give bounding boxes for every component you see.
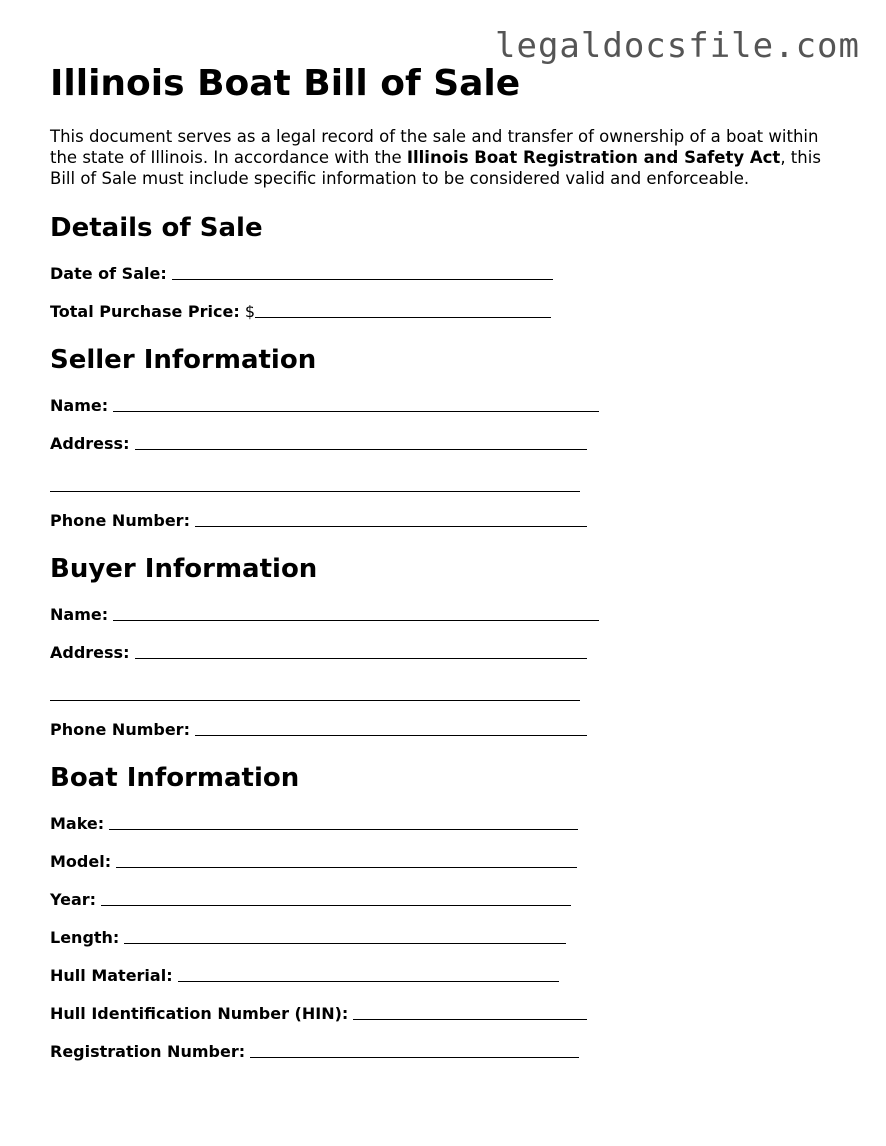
model-field [50,848,850,871]
seller-phone-label: Phone Number: [50,511,190,530]
hull-material-field [50,962,850,985]
boat-heading: Boat Information [50,763,300,793]
model-input[interactable] [116,853,577,868]
buyer-phone-field [50,716,850,739]
registration-number-label: Registration Number: [50,1042,246,1061]
seller-phone-field [50,507,850,530]
length-input[interactable] [124,929,566,944]
purchase-price-input[interactable] [255,303,551,318]
seller-address-field [50,430,850,453]
buyer-name-field [50,601,850,624]
registration-number-input[interactable] [250,1043,579,1058]
seller-address-label: Address: [50,434,130,453]
hin-input[interactable] [353,1005,587,1020]
registration-number-field [50,1038,850,1061]
details-heading: Details of Sale [50,213,263,243]
watermark: legaldocsfile.com [495,26,860,66]
year-label: Year: [50,890,97,909]
intro-paragraph [50,126,850,189]
seller-name-label: Name: [50,396,109,415]
buyer-phone-input[interactable] [195,721,587,736]
make-input[interactable] [109,815,578,830]
hull-material-label: Hull Material: [50,966,173,985]
purchase-price-field [50,298,850,321]
buyer-address-field [50,639,850,662]
hull-material-input[interactable] [178,967,559,982]
dollar-sign: $ [244,302,256,321]
seller-heading: Seller Information [50,345,317,375]
length-label: Length: [50,928,120,947]
length-field [50,924,850,947]
year-field [50,886,850,909]
page-title: Illinois Boat Bill of Sale [50,63,521,104]
purchase-price-label: Total Purchase Price: [50,302,240,321]
document-body [50,60,850,1061]
buyer-address-label: Address: [50,643,130,662]
date-of-sale-field [50,260,850,283]
seller-address-line-2[interactable] [50,477,580,492]
seller-name-input[interactable] [113,397,599,412]
buyer-heading: Buyer Information [50,554,318,584]
intro-act-name: Illinois Boat Registration and Safety Act [406,148,781,167]
date-of-sale-label: Date of Sale: [50,264,167,283]
make-field [50,810,850,833]
buyer-name-label: Name: [50,605,109,624]
make-label: Make: [50,814,105,833]
date-of-sale-input[interactable] [172,265,553,280]
seller-phone-input[interactable] [195,512,587,527]
model-label: Model: [50,852,112,871]
hin-field [50,1000,850,1023]
seller-name-field [50,392,850,415]
buyer-address-input[interactable] [135,644,587,659]
intro-text-1: This document serves as a legal record of the sale and transfer of ownership of a boat within the state of Illinois. In accordance with the [50,127,819,167]
buyer-name-input[interactable] [113,606,599,621]
seller-address-input[interactable] [135,435,587,450]
year-input[interactable] [101,891,571,906]
hin-label: Hull Identification Number (HIN): [50,1004,349,1023]
buyer-phone-label: Phone Number: [50,720,190,739]
buyer-address-line-2[interactable] [50,686,580,701]
intro-text-2: , this Bill of Sale must include specific information to be considered valid and enforceable. [50,148,821,188]
